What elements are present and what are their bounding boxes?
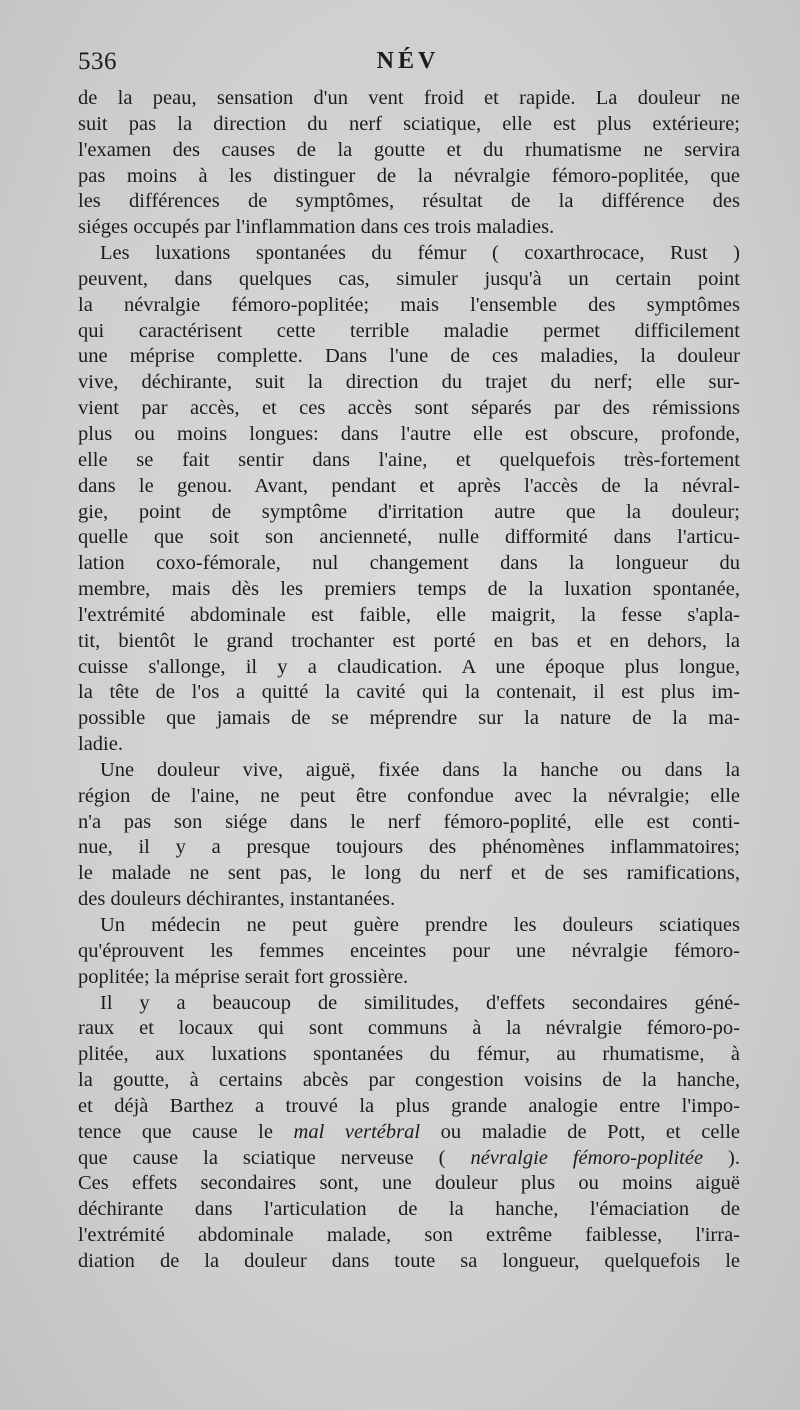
text-line: pas moins à les distinguer de la névralgie fémoro-poplitée, que <box>78 164 740 187</box>
text-line: dans le genou. Avant, pendant et après l'accès de la névral- <box>78 474 740 497</box>
text-line: plus ou moins longues: dans l'autre elle est obscure, profonde, <box>78 422 740 445</box>
italic-term: névralgie fémoro-poplitée <box>470 1146 704 1169</box>
text-line: vient par accès, et ces accès sont séparés par des rémissions <box>78 397 740 420</box>
text-line: diation de la douleur dans toute sa longueur, quelquefois le <box>78 1249 740 1272</box>
text-line: et déjà Barthez a trouvé la plus grande analogie entre l'impo- <box>78 1094 740 1117</box>
text-fragment: que cause la sciatique nerveuse ( <box>78 1146 471 1169</box>
text-line: la névralgie fémoro-poplitée; mais l'ensemble des symptômes <box>78 293 740 316</box>
text-line: quelle que soit son ancienneté, nulle difformité dans l'articu- <box>78 526 740 549</box>
text-line: une méprise complette. Dans l'une de ces maladies, la douleur <box>78 345 740 368</box>
text-line: Les luxations spontanées du fémur ( coxarthrocace, Rust ) <box>100 242 740 265</box>
text-line: Ces effets secondaires sont, une douleur plus ou moins aiguë <box>78 1172 740 1195</box>
text-line: de la peau, sensation d'un vent froid et rapide. La douleur ne <box>78 87 740 109</box>
text-line: raux et locaux qui sont communs à la névralgie fémoro-po- <box>78 1017 740 1040</box>
italic-term: mal vertébral <box>293 1120 421 1143</box>
text-line <box>78 1120 740 1146</box>
text-fragment: tence que cause le <box>78 1120 294 1143</box>
text-line: membre, mais dès les premiers temps de la luxation spontanée, <box>78 578 740 601</box>
text-line: Un médecin ne peut guère prendre les douleurs sciatiques <box>100 914 740 936</box>
text-line: plitée, aux luxations spontanées du fémur, au rhumatisme, à <box>78 1043 740 1066</box>
page-number: 536 <box>78 48 117 75</box>
text-line: l'extrémité abdominale est faible, elle maigrit, la fesse s'apla- <box>78 603 740 626</box>
text-line: cuisse s'allonge, il y a claudication. A une époque plus longue, <box>78 655 740 678</box>
text-line: gie, point de symptôme d'irritation autre que la douleur; <box>78 500 740 523</box>
text-line: suit pas la direction du nerf sciatique, elle est plus extérieure; <box>78 112 740 135</box>
text-line: vive, déchirante, suit la direction du trajet du nerf; elle sur- <box>78 371 740 394</box>
text-line: l'extrémité abdominale malade, son extrême faiblesse, l'irra- <box>78 1224 740 1247</box>
text-line: l'examen des causes de la goutte et du rhumatisme ne servira <box>78 138 740 161</box>
text-line: les différences de symptômes, résultat de la différence des <box>78 190 740 213</box>
text-line: n'a pas son siége dans le nerf fémoro-poplité, elle est conti- <box>78 810 740 833</box>
text-line: poplitée; la méprise serait fort grossière. <box>78 965 409 988</box>
text-line: Une douleur vive, aiguë, fixée dans la hanche ou dans la <box>100 758 740 781</box>
text-line: siéges occupés par l'inflammation dans ces trois maladies. <box>78 216 555 239</box>
page-header <box>78 48 738 82</box>
text-line: nue, il y a presque toujours des phénomènes inflammatoires; <box>78 836 740 859</box>
running-head: NÉV <box>376 48 440 74</box>
text-line: lation coxo-fémorale, nul changement dans la longueur du <box>78 552 740 575</box>
text-line: des douleurs déchirantes, instantanées. <box>78 888 396 911</box>
text-line: peuvent, dans quelques cas, simuler jusqu'à un certain point <box>78 267 740 290</box>
body-text <box>78 86 740 1275</box>
text-line: région de l'aine, ne peut être confondue avec la névralgie; elle <box>78 784 740 807</box>
text-line: la tête de l'os a quitté la cavité qui la contenait, il est plus im- <box>78 681 740 704</box>
text-line: qui caractérisent cette terrible maladie permet difficilement <box>78 319 740 342</box>
text-line: elle se fait sentir dans l'aine, et quelquefois très-fortement <box>78 448 740 471</box>
text-line: qu'éprouvent les femmes enceintes pour une névralgie fémoro- <box>78 939 740 962</box>
text-line: Il y a beaucoup de similitudes, d'effets secondaires géné- <box>100 991 740 1014</box>
text-line <box>78 1146 740 1172</box>
text-line: ladie. <box>78 733 123 756</box>
text-line: possible que jamais de se méprendre sur la nature de la ma- <box>78 707 740 730</box>
text-fragment: ). <box>703 1146 740 1169</box>
text-line: déchirante dans l'articulation de la hanche, l'émaciation de <box>78 1198 740 1221</box>
text-line: tit, bientôt le grand trochanter est porté en bas et en dehors, la <box>78 629 740 652</box>
text-fragment: ou maladie de Pott, et celle <box>420 1120 740 1143</box>
text-line: le malade ne sent pas, le long du nerf et de ses ramifications, <box>78 862 740 885</box>
text-line: la goutte, à certains abcès par congestion voisins de la hanche, <box>78 1069 740 1092</box>
